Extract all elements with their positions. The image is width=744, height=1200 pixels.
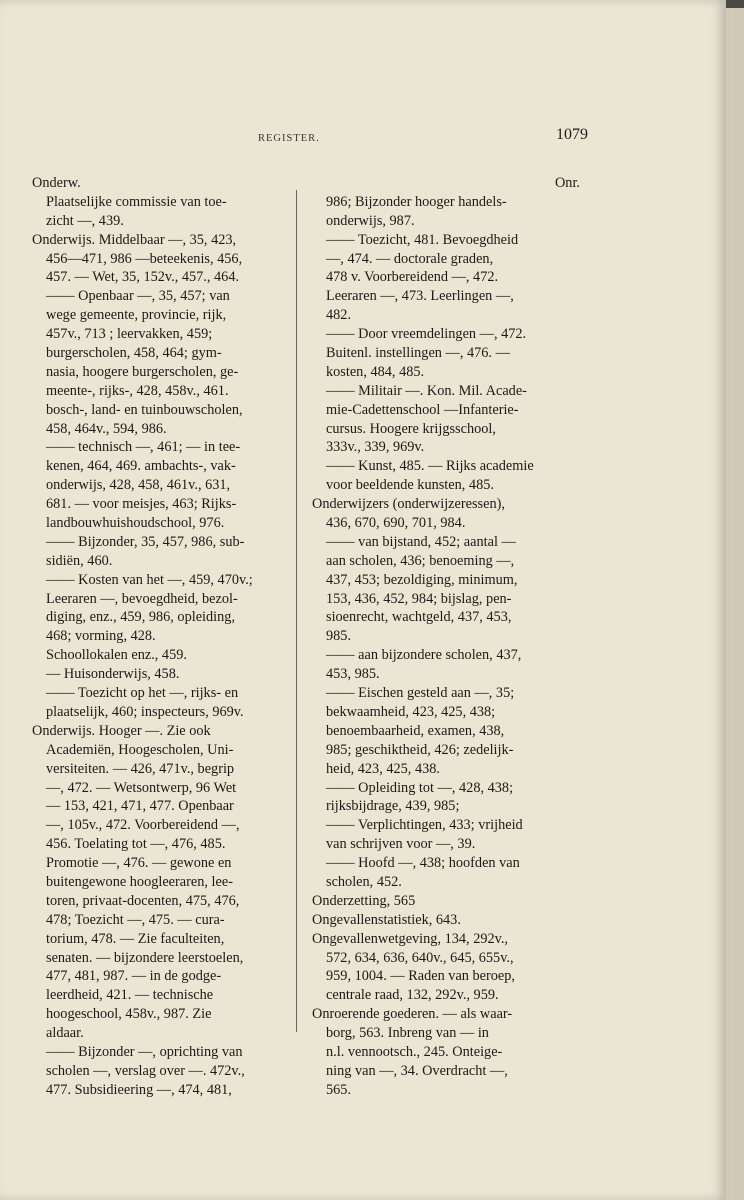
index-line: Ongevallenwetgeving, 134, 292v., (312, 930, 509, 947)
index-line: bosch-, land- en tuinbouwscholen, (46, 401, 243, 418)
running-head: REGISTER. (258, 133, 320, 144)
index-line: 572, 634, 636, 640v., 645, 655v., (326, 949, 514, 966)
index-line: Onr. (554, 175, 580, 191)
index-line: Plaatselijke commissie van toe- (46, 193, 227, 210)
index-line: 681. — voor meisjes, 463; Rijks- (46, 496, 237, 513)
index-line: Schoollokalen enz., 459. (46, 647, 187, 664)
index-line: —— Toezicht, 481. Bevoegdheid (326, 231, 519, 248)
index-line: heid, 423, 425, 438. (326, 760, 440, 777)
index-line: 333v., 339, 969v. (326, 439, 425, 456)
index-line: — Huisonderwijs, 458. (46, 666, 180, 683)
index-line: scholen —, verslag over —. 472v., (46, 1062, 245, 1079)
index-line: —, 474. — doctorale graden, (326, 250, 494, 267)
index-line: 457v., 713 ; leervakken, 459; (46, 326, 213, 343)
index-line: 456. Toelating tot —, 476, 485. (46, 836, 226, 853)
index-line: rijksbijdrage, 439, 985; (326, 798, 460, 815)
index-line: sioenrecht, wachtgeld, 437, 453, (326, 609, 512, 626)
index-line: meente-, rijks-, 428, 458v., 461. (46, 382, 229, 399)
index-line: Ongevallenstatistiek, 643. (312, 911, 461, 928)
index-line: mie-Cadettenschool —Infanterie- (326, 401, 519, 418)
index-line: —— Eischen gesteld aan —, 35; (326, 685, 515, 702)
index-line: 478 v. Voorbereidend —, 472. (326, 269, 499, 286)
left-column (32, 174, 288, 1100)
index-line: 482. (326, 307, 352, 324)
index-line: 477. Subsidieering —, 474, 481, (46, 1081, 232, 1098)
index-line: bekwaamheid, 423, 425, 438; (326, 703, 496, 720)
index-line: sidiën, 460. (46, 552, 113, 569)
page-edges (726, 8, 744, 1200)
index-line: 457. — Wet, 35, 152v., 457., 464. (46, 269, 240, 286)
index-line: —, 472. — Wetsontwerp, 96 Wet (46, 779, 237, 796)
index-line: Leeraren —, 473. Leerlingen —, (326, 288, 514, 305)
index-line: scholen, 452. (326, 873, 402, 890)
index-line: —— Door vreemdelingen —, 472. (326, 326, 527, 343)
index-line: borg, 563. Inbreng van — in (326, 1025, 489, 1042)
index-line: 565. (326, 1081, 352, 1098)
index-line: centrale raad, 132, 292v., 959. (326, 987, 499, 1004)
index-line: wege gemeente, provincie, rijk, (46, 307, 227, 324)
index-line: plaatselijk, 460; inspecteurs, 969v. (46, 703, 244, 720)
index-line: —— Kunst, 485. — Rijks academie (326, 458, 534, 475)
index-line: Leeraren —, bevoegdheid, bezol- (46, 590, 238, 607)
index-line: Onderzetting, 565 (312, 892, 416, 909)
index-line: 456—471, 986 —beteekenis, 456, (46, 250, 243, 267)
index-line: —— van bijstand, 452; aantal — (326, 533, 516, 550)
index-line: —— Opleiding tot —, 428, 438; (326, 779, 514, 796)
index-line: 477, 481, 987. — in de godge- (46, 968, 222, 985)
index-line: —— Toezicht op het —, rijks- en (46, 685, 239, 702)
index-line: cursus. Hoogere krijgsschool, (326, 420, 496, 437)
index-line: — 153, 421, 471, 477. Openbaar (46, 798, 234, 815)
page-number: 1079 (556, 126, 588, 143)
index-line: nasia, hoogere burgerscholen, ge- (46, 363, 239, 380)
index-line: landbouwhuishoudschool, 976. (46, 515, 225, 532)
index-line: Onderwijzers (onderwijzeressen), (312, 496, 505, 513)
index-line: Buitenl. instellingen —, 476. — (326, 345, 510, 362)
right-column (312, 174, 580, 1100)
index-line: ning van —, 34. Overdracht —, (326, 1062, 508, 1079)
index-line: diging, enz., 459, 986, opleiding, (46, 609, 236, 626)
index-line: zicht —, 439. (46, 212, 124, 229)
index-line: Onderwijs. Hooger —. Zie ook (32, 722, 211, 739)
index-line: aldaar. (46, 1025, 84, 1042)
index-line: 985. (326, 628, 352, 645)
index-line: torium, 478. — Zie faculteiten, (46, 930, 225, 947)
index-line: —— Bijzonder, 35, 457, 986, sub- (46, 533, 245, 550)
index-line: Onroerende goederen. — als waar- (312, 1006, 513, 1023)
index-line: —— Hoofd —, 438; hoofden van (326, 855, 520, 872)
index-line: Academiën, Hoogescholen, Uni- (46, 741, 234, 758)
index-line: Onderw. (32, 175, 81, 191)
index-line: aan scholen, 436; benoeming —, (326, 552, 515, 569)
index-line: —— technisch —, 461; — in tee- (46, 439, 241, 456)
index-line: 437, 453; bezoldiging, minimum, (326, 571, 518, 588)
index-line: onderwijs, 987. (326, 212, 415, 229)
index-line: van schrijven voor —, 39. (326, 836, 476, 853)
index-line: senaten. — bijzondere leerstoelen, (46, 949, 244, 966)
index-line: Promotie —, 476. — gewone en (46, 855, 232, 872)
index-line: toren, privaat-docenten, 475, 476, (46, 892, 240, 909)
index-line: 959, 1004. — Raden van beroep, (326, 968, 515, 985)
index-line: 985; geschiktheid, 426; zedelijk- (326, 741, 514, 758)
index-line: n.l. vennootsch., 245. Onteige- (326, 1043, 503, 1060)
index-line: 478; Toezicht —, 475. — cura- (46, 911, 225, 928)
index-line: buitengewone hoogleeraren, lee- (46, 873, 233, 890)
column-divider (296, 190, 297, 1032)
index-line: 468; vorming, 428. (46, 628, 156, 645)
index-line: —, 105v., 472. Voorbereidend —, (46, 817, 240, 834)
index-line: —— Verplichtingen, 433; vrijheid (326, 817, 523, 834)
index-line: hoogeschool, 458v., 987. Zie (46, 1006, 212, 1023)
index-line: 458, 464v., 594, 986. (46, 420, 167, 437)
index-line: kenen, 464, 469. ambachts-, vak- (46, 458, 236, 475)
index-line: leerdheid, 421. — technische (46, 987, 214, 1004)
index-line: 153, 436, 452, 984; bijslag, pen- (326, 590, 512, 607)
index-line: —— Bijzonder —, oprichting van (46, 1043, 243, 1060)
index-line: versiteiten. — 426, 471v., begrip (46, 760, 235, 777)
index-line: 453, 985. (326, 666, 380, 683)
index-line: —— Militair —. Kon. Mil. Acade- (326, 382, 527, 399)
book-edge-top (726, 0, 744, 8)
index-line: 436, 670, 690, 701, 984. (326, 515, 466, 532)
index-line: —— aan bijzondere scholen, 437, (326, 647, 522, 664)
index-line: —— Kosten van het —, 459, 470v.; (46, 571, 253, 588)
index-line: onderwijs, 428, 458, 461v., 631, (46, 477, 231, 494)
index-line: benoembaarheid, examen, 438, (326, 722, 505, 739)
index-line: kosten, 484, 485. (326, 363, 425, 380)
index-line: 986; Bijzonder hooger handels- (326, 193, 507, 210)
index-line: voor beeldende kunsten, 485. (326, 477, 494, 494)
index-line: burgerscholen, 458, 464; gym- (46, 345, 222, 362)
index-line: —— Openbaar —, 35, 457; van (46, 288, 230, 305)
index-line: Onderwijs. Middelbaar —, 35, 423, (32, 231, 237, 248)
